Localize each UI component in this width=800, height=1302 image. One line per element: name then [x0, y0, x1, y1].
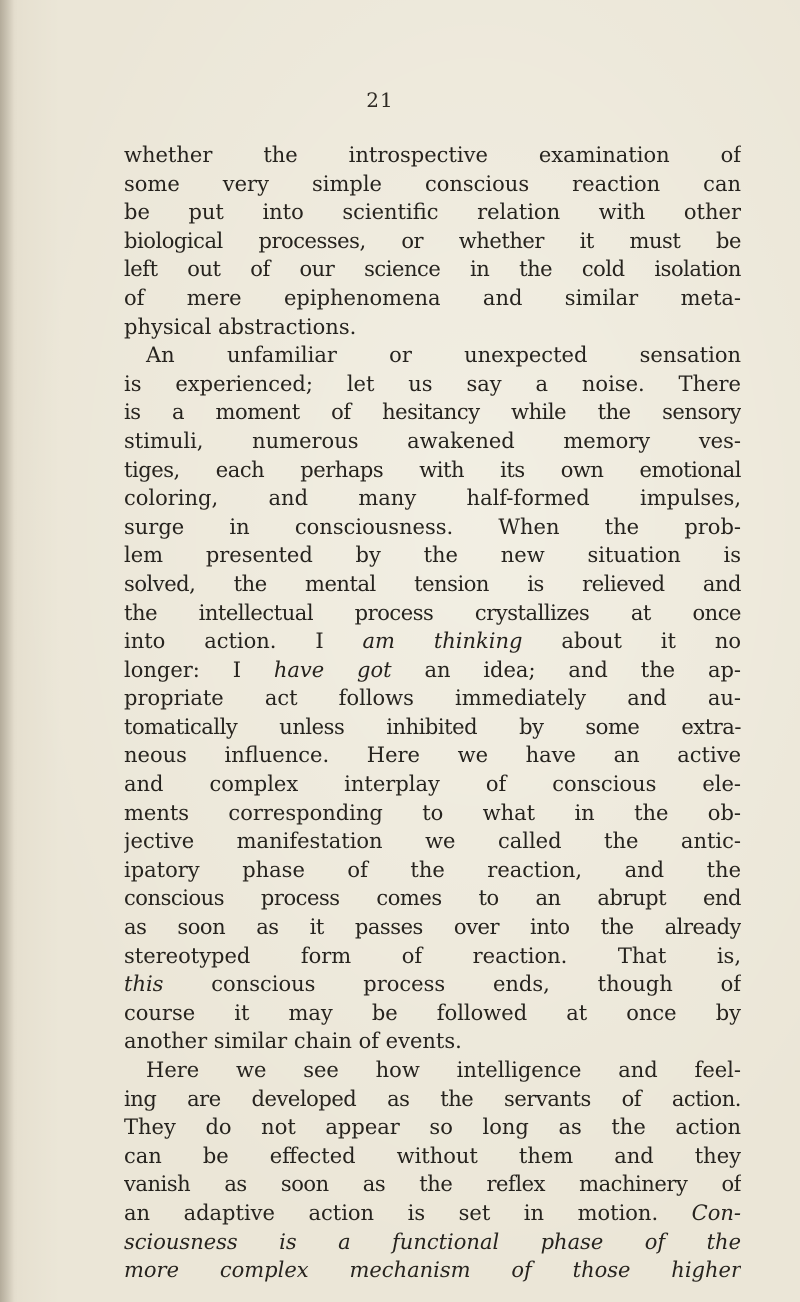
- text-line: tiges, each perhaps with its own emotional: [124, 457, 741, 482]
- text-line: They do not appear so long as the action: [124, 1115, 741, 1140]
- text-line: the intellectual process crystallizes at once: [124, 600, 741, 625]
- text-line: vanish as soon as the reflex machinery of: [124, 1172, 741, 1197]
- text-line: stimuli, numerous awakened memory ves-: [124, 428, 741, 453]
- text-line: an adaptive action is set in motion. Con-: [124, 1200, 741, 1225]
- emphasis-text: Con-: [691, 1200, 741, 1225]
- text-line: as soon as it passes over into the already: [124, 915, 741, 940]
- binding-gutter-shadow: [0, 0, 14, 1302]
- text-line: ments corresponding to what in the ob-: [124, 800, 741, 825]
- text-line: propriate act follows immediately and au-: [124, 686, 741, 711]
- text-line: coloring, and many half-formed impulses,: [124, 486, 741, 511]
- text-line: some very simple conscious reaction can: [124, 171, 741, 196]
- page-number: 21: [366, 88, 394, 112]
- text-line: be put into scientific relation with other: [124, 200, 741, 225]
- text-line: An unfamiliar or unexpected sensation: [146, 343, 741, 368]
- text-line: left out of our science in the cold isolation: [124, 257, 741, 282]
- body-text: [124, 141, 741, 1285]
- text-line: into action. I am thinking about it no: [124, 629, 741, 654]
- emphasis-text: sciousness is a functional phase of the: [124, 1229, 741, 1254]
- emphasis-text: am thinking: [362, 629, 523, 654]
- text-line: is experienced; let us say a noise. There: [124, 371, 741, 396]
- text-line: whether the introspective examination of: [124, 143, 741, 167]
- emphasis-text: have got: [273, 657, 392, 682]
- text-line: ing are developed as the servants of action.: [124, 1086, 741, 1111]
- text-line: of mere epiphenomena and similar meta-: [124, 285, 741, 310]
- text-line: conscious process comes to an abrupt end: [124, 886, 741, 911]
- text-line: lem presented by the new situation is: [124, 543, 741, 568]
- text-line: biological processes, or whether it must be: [124, 228, 741, 253]
- text-line: ipatory phase of the reaction, and the: [124, 857, 741, 882]
- text-line: jective manifestation we called the antic-: [124, 829, 741, 854]
- text-line: can be effected without them and they: [124, 1143, 741, 1168]
- text-line: solved, the mental tension is relieved and: [124, 571, 741, 596]
- text-line: longer: I have got an idea; and the ap-: [124, 657, 741, 682]
- emphasis-text: more complex mechanism of those higher: [124, 1258, 741, 1283]
- text-line: neous influence. Here we have an active: [124, 743, 741, 768]
- text-line: and complex interplay of conscious ele-: [124, 772, 741, 797]
- text-line: surge in consciousness. When the prob-: [124, 514, 741, 539]
- text-line: this conscious process ends, though of: [124, 972, 741, 997]
- text-line: Here we see how intelligence and feel-: [146, 1058, 741, 1082]
- text-line: [124, 1228, 741, 1257]
- text-line: stereotyped form of reaction. That is,: [124, 943, 741, 968]
- text-line: is a moment of hesitancy while the sensory: [124, 400, 741, 425]
- text-line: physical abstractions.: [124, 314, 357, 339]
- emphasis-text: this: [124, 972, 164, 997]
- text-line: course it may be followed at once by: [124, 1000, 741, 1025]
- text-line: [124, 1256, 741, 1285]
- text-line: another similar chain of events.: [124, 1029, 462, 1054]
- text-line: tomatically unless inhibited by some extra-: [124, 714, 741, 739]
